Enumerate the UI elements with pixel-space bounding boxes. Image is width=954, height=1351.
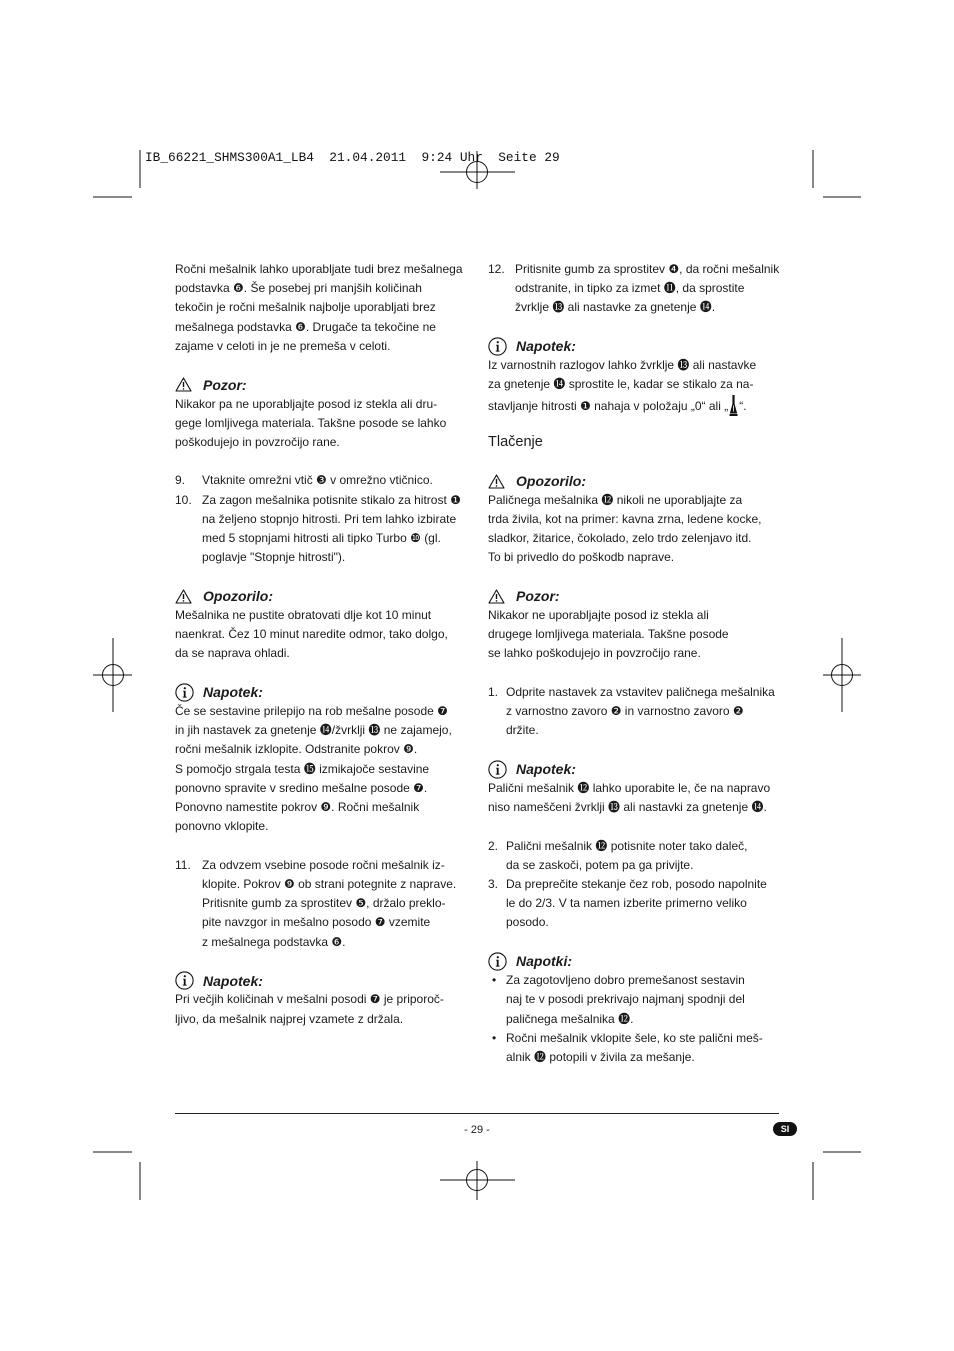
list-item — [488, 260, 784, 318]
notice-napotek — [488, 760, 784, 818]
text-line: drugege lomljivega materiala. Takšne posode — [488, 627, 729, 642]
step-number: 3. — [488, 877, 499, 891]
text-line: odstranite, in tipko za izmet ⓫, da sprostite — [515, 281, 745, 296]
bullet-text — [506, 971, 784, 1029]
notice-title-text: Opozorilo: — [516, 473, 586, 490]
text-segment: stavljanje hitrosti ❶ nahaja v položaju „0“ ali „ — [488, 398, 729, 413]
notice-heading — [175, 971, 467, 990]
text-line: Odprite nastavek za vstavitev paličnega mešalnika — [506, 684, 775, 699]
text-line: žvrklje ⓭ ali nastavke za gnetenje ⓮. — [515, 300, 716, 315]
notice-heading — [488, 760, 784, 779]
step-text — [202, 471, 467, 490]
list-item — [488, 875, 784, 933]
notice-title-text: Napotek: — [516, 761, 576, 778]
list-item — [488, 837, 784, 875]
text-line: niso nameščeni žvrklji ⓭ ali nastavki za gnetenje ⓮. — [488, 800, 767, 815]
list-item — [175, 471, 467, 490]
text-line: naj te v posodi prekrivajo najmanj spodnji del — [506, 992, 745, 1007]
text-line-with-icon — [488, 395, 784, 414]
step-number: 12. — [488, 262, 505, 276]
step-text — [515, 260, 784, 318]
text-line: Mešalnika ne pustite obratovati dlje kot 10 minut — [175, 607, 432, 622]
left-column — [175, 260, 467, 1048]
notice-heading — [488, 471, 784, 490]
bullet-marker: • — [492, 1030, 497, 1045]
notice-napotek — [175, 683, 467, 837]
text-line: Vtaknite omrežni vtič ❸ v omrežno vtičnico. — [202, 473, 433, 488]
step-text — [506, 875, 784, 933]
text-line: z mešalnega podstavka ❻. — [202, 934, 346, 949]
text-line: Pri večjih količinah v mešalni posodi ❼ je priporoč- — [175, 992, 444, 1007]
footer-rule — [175, 1113, 779, 1114]
info-icon — [175, 683, 203, 702]
bullet-item — [488, 971, 784, 1029]
text-line: med 5 stopnjami hitrosti ali tipko Turbo ❿ (gl. — [202, 531, 441, 546]
crop-mark-top-right — [813, 150, 861, 197]
text-line: da se zaskoči, potem pa ga privijte. — [506, 857, 694, 872]
warning-icon — [488, 587, 516, 606]
registration-mark-right — [823, 638, 861, 712]
page-number: - 29 - — [464, 1124, 490, 1136]
text-line: Ročni mešalnik lahko uporabljate tudi brez mešalnega — [175, 262, 463, 276]
list-item — [488, 683, 784, 741]
info-icon — [488, 337, 516, 356]
notice-opozorilo — [175, 587, 467, 664]
info-icon — [175, 971, 203, 990]
text-segment: “. — [739, 398, 747, 413]
warning-icon — [488, 471, 516, 490]
text-line: Ročni mešalnik vklopite šele, ko ste palični meš- — [506, 1030, 763, 1045]
text-line: Nikakor ne uporabljajte posod iz stekla ali — [488, 607, 709, 622]
registration-mark-left — [93, 638, 132, 712]
text-line: naenkrat. Čez 10 minut naredite odmor, tako dolgo, — [175, 627, 448, 642]
text-line: gege lomljivega materiala. Takšne posode se lahko — [175, 415, 447, 430]
notice-napotek — [488, 337, 784, 414]
step-text — [202, 856, 467, 952]
text-line: na željeno stopnjo hitrosti. Pri tem lahko izbirate — [202, 511, 457, 526]
text-line: mešalnega podstavka ❻. Drugače ta tekočine ne — [175, 319, 436, 334]
print-slug-header: IB_66221_SHMS300A1_LB4 21.04.2011 9:24 Uhr Seite 29 — [145, 150, 560, 165]
notice-title-text: Pozor: — [516, 588, 560, 605]
step-number: 11. — [175, 857, 191, 872]
text-line: alnik ⓬ potopili v živila za mešanje. — [506, 1049, 695, 1064]
crop-mark-top-left — [93, 150, 140, 197]
bullet-marker: • — [492, 973, 497, 988]
section-tlacenje — [488, 433, 784, 452]
step-number: 2. — [488, 838, 499, 853]
list-item — [175, 856, 467, 952]
step-number: 1. — [488, 684, 499, 699]
text-line: zajame v celoti in je ne premeša v celoti. — [175, 338, 391, 353]
steps-list — [488, 683, 784, 741]
notice-title-text: Napotek: — [203, 972, 263, 989]
right-column — [488, 260, 784, 1086]
step-text — [506, 837, 784, 875]
text-line: ročni mešalnik izklopite. Odstranite pokrov ❾. — [175, 742, 418, 757]
text-line: klopite. Pokrov ❾ ob strani potegnite z naprave. — [202, 877, 457, 891]
notice-napotki — [488, 952, 784, 1067]
notice-title-text: Opozorilo: — [203, 588, 273, 605]
steps-list — [175, 856, 467, 952]
registration-mark-bottom — [440, 1161, 515, 1200]
notice-heading — [175, 587, 467, 606]
text-line: S pomočjo strgala testa ⓯ izmikajoče sestavine — [175, 761, 430, 776]
notice-heading — [488, 587, 784, 606]
warning-icon — [175, 587, 203, 606]
language-badge: SI — [773, 1122, 797, 1136]
text-line: Iz varnostnih razlogov lahko žvrklje ⓭ ali nastavke — [488, 358, 757, 373]
step-number: 10. — [175, 492, 192, 507]
text-line: poškodujejo in povzročijo rane. — [175, 434, 340, 449]
intro-paragraph — [175, 260, 467, 356]
notice-title-text: Pozor: — [203, 376, 247, 393]
bullet-text — [506, 1029, 784, 1067]
text-line: paličnega mešalnika ⓬. — [506, 1011, 634, 1026]
info-icon — [488, 760, 516, 779]
text-line: ponovno spravite v sredino mešalne posode ❼. — [175, 780, 428, 795]
steps-list — [488, 837, 784, 933]
notice-heading — [488, 337, 784, 356]
crop-mark-bottom-right — [813, 1152, 861, 1200]
notice-pozor — [175, 375, 467, 452]
text-line: To bi privedlo do poškodb naprave. — [488, 550, 675, 565]
text-line: držite. — [506, 723, 539, 738]
text-line: Nikakor pa ne uporabljajte posod iz stekla ali dru- — [175, 396, 438, 411]
text-line: Palični mešalnik ⓬ potisnite noter tako daleč, — [506, 838, 748, 853]
step-text — [202, 491, 467, 568]
text-line: Če se sestavine prilepijo na rob mešalne posode ❼ — [175, 704, 448, 719]
text-line: z varnostno zavoro ❷ in varnostno zavoro ❷ — [506, 704, 744, 719]
text-line: le do 2/3. V ta namen izberite primerno veliko — [506, 896, 747, 911]
text-line: sladkor, žitarice, čokolado, zelo trdo zelenjavo itd. — [488, 531, 752, 546]
steps-list — [488, 260, 784, 318]
text-line: Pritisnite gumb za sprostitev ❺, držalo preklo- — [202, 896, 446, 911]
text-line: za gnetenje ⓮ sprostite le, kadar se stikalo za na- — [488, 377, 754, 392]
notice-heading — [175, 683, 467, 702]
notice-napotek — [175, 971, 467, 1029]
text-line: poglavje "Stopnje hitrosti"). — [202, 550, 346, 565]
step-number: 9. — [175, 473, 186, 488]
info-icon — [488, 952, 516, 971]
text-line: Za odvzem vsebine posode ročni mešalnik iz- — [202, 857, 445, 872]
step-text — [506, 683, 784, 741]
steps-list — [175, 471, 467, 567]
text-line: tekočin je ročni mešalnik najbolje uporabljati brez — [175, 300, 436, 315]
text-line: Za zagon mešalnika potisnite stikalo za hitrost ❶ — [202, 492, 461, 507]
text-line: ponovno vklopite. — [175, 819, 269, 834]
text-line: trda živila, kot na primer: kavna zrna, ledene kocke, — [488, 511, 762, 526]
notice-heading — [488, 952, 784, 971]
crop-mark-bottom-left — [93, 1152, 140, 1200]
text-line: Da preprečite stekanje čez rob, posodo napolnite — [506, 877, 767, 891]
bullet-item — [488, 1029, 784, 1067]
text-line: Paličnega mešalnika ⓬ nikoli ne uporabljajte za — [488, 492, 743, 507]
text-line: Pritisnite gumb za sprostitev ❹, da ročni mešalnik — [515, 262, 780, 276]
notice-heading — [175, 375, 467, 394]
text-line: posodo. — [506, 915, 549, 930]
section-heading: Tlačenje — [488, 433, 543, 450]
text-line: in jih nastavek za gnetenje ⓮/žvrklji ⓭ ne zajamejo, — [175, 723, 452, 738]
notice-title-text: Napotki: — [516, 953, 572, 970]
text-line: Palični mešalnik ⓬ lahko uporabite le, če na napravo — [488, 780, 771, 795]
release-position-icon — [729, 395, 738, 422]
notice-opozorilo — [488, 471, 784, 567]
list-item — [175, 491, 467, 568]
notice-pozor — [488, 587, 784, 664]
text-line: ljivo, da mešalnik najprej vzamete z držala. — [175, 1011, 404, 1026]
text-line: Ponovno namestite pokrov ❾. Ročni mešalnik — [175, 800, 420, 815]
text-line: Za zagotovljeno dobro premešanost sestavin — [506, 973, 745, 988]
text-line: se lahko poškodujejo in povzročijo rane. — [488, 646, 701, 661]
text-line: podstavka ❻. Še posebej pri manjših količinah — [175, 281, 422, 296]
text-line: da se naprava ohladi. — [175, 646, 290, 661]
notice-title-text: Napotek: — [203, 684, 263, 701]
text-line: pite navzgor in mešalno posodo ❼ vzemite — [202, 915, 431, 930]
notice-title-text: Napotek: — [516, 338, 576, 355]
warning-icon — [175, 375, 203, 394]
